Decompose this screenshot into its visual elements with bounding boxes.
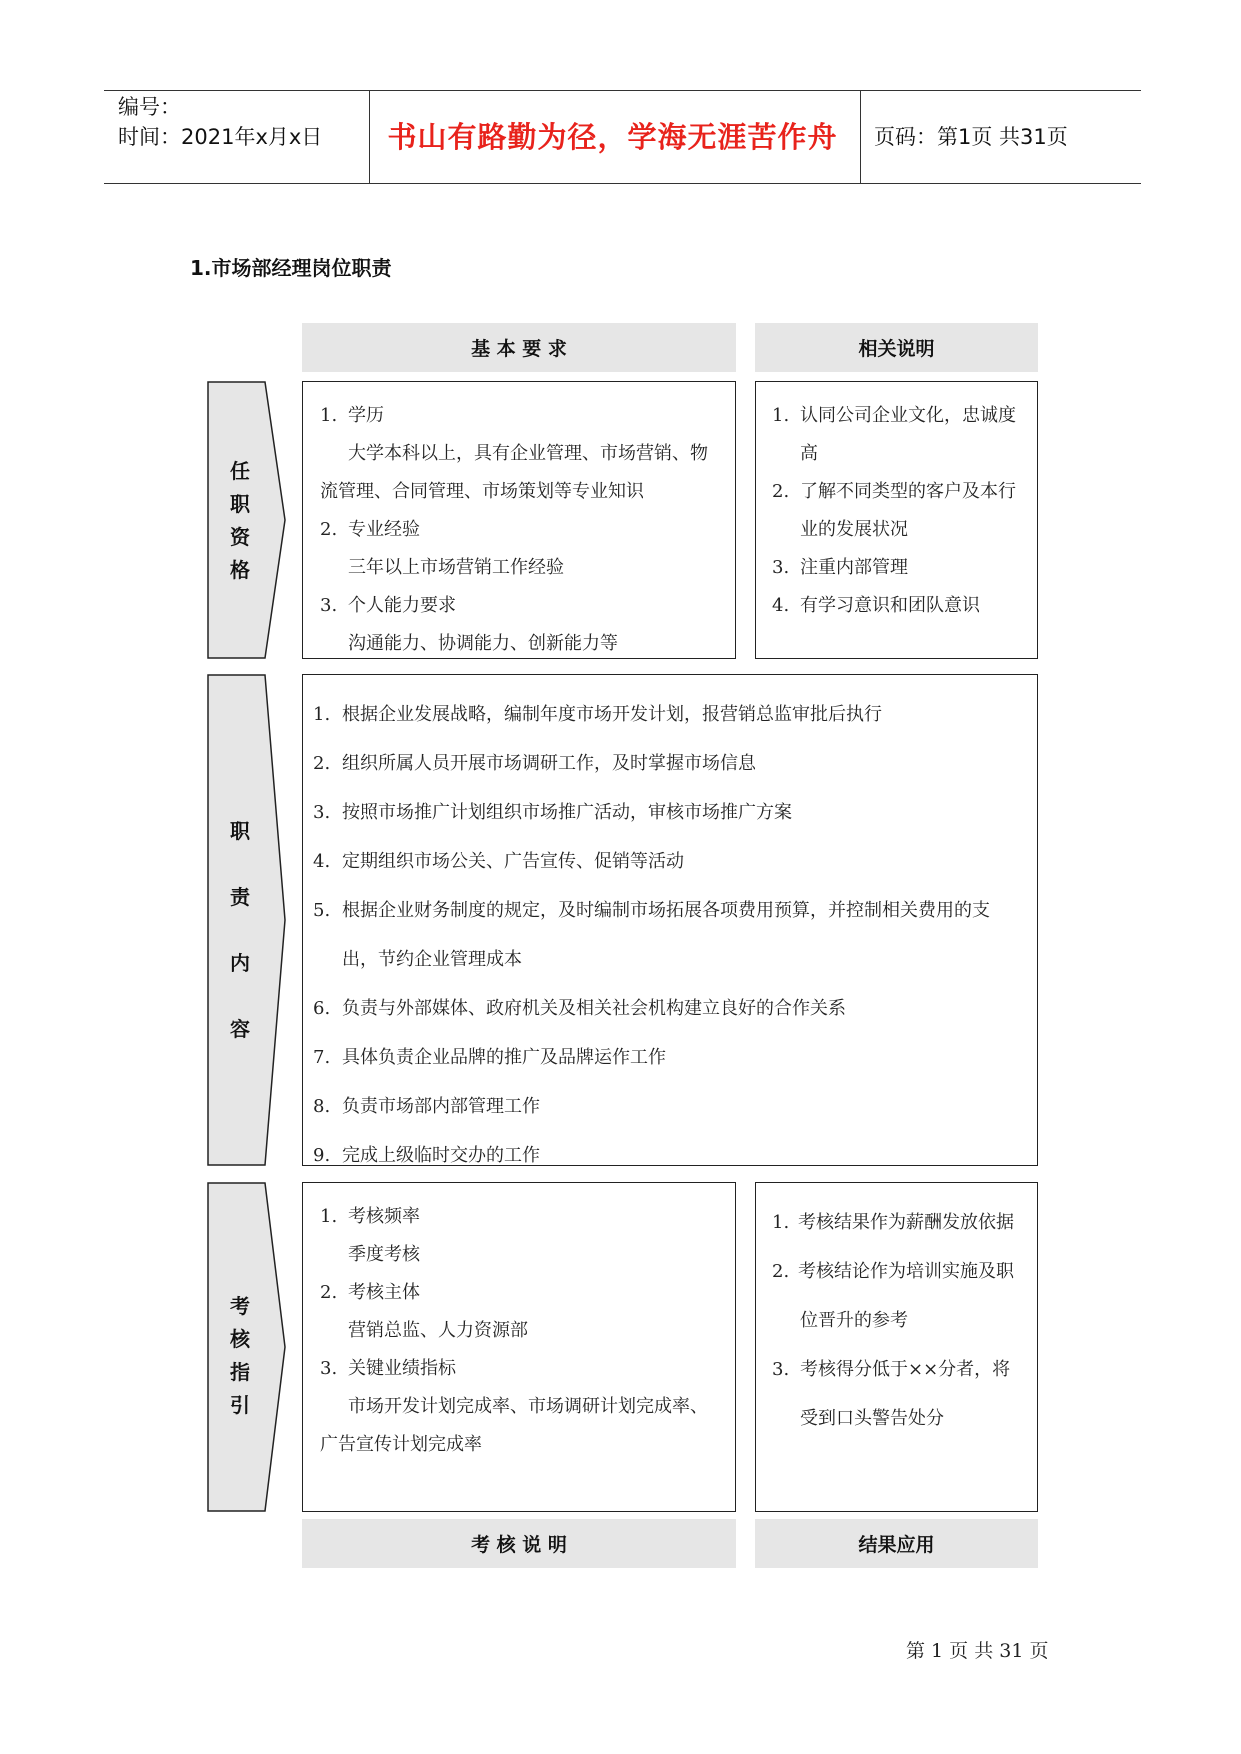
list-item-detail-text: 三年以上市场营销工作经验 <box>348 557 564 578</box>
list-number: 8. <box>313 1096 331 1117</box>
list-number: 1. <box>313 704 331 725</box>
column-header-related-notes <box>755 323 1038 372</box>
qualification-notes-box <box>755 381 1038 659</box>
list-item-text: 根据企业发展战略，编制年度市场开发计划，报营销总监审批后执行 <box>342 704 882 725</box>
list-item <box>313 1131 1029 1180</box>
list-item-continuation <box>772 1296 1034 1345</box>
list-number: 7. <box>313 1047 331 1068</box>
list-number: 2. <box>320 519 338 540</box>
doc-number-label: 编号： <box>118 95 181 119</box>
list-item <box>317 587 727 625</box>
list-item-detail <box>317 549 727 587</box>
list-number: 3. <box>772 557 790 578</box>
list-item <box>313 1082 1029 1131</box>
list-number: 2. <box>772 1261 790 1282</box>
list-item <box>313 984 1029 1033</box>
side-label-char: 资 <box>230 525 250 549</box>
list-item-text: 受到口头警告处分 <box>800 1408 944 1429</box>
header-top-rule <box>104 90 1141 91</box>
side-label-char: 任 <box>230 459 250 483</box>
list-item-detail-text: 沟通能力、协调能力、创新能力等 <box>348 633 618 654</box>
column-header-basic-requirements <box>302 323 736 372</box>
list-item-text: 注重内部管理 <box>800 557 908 578</box>
list-item-detail <box>317 625 727 663</box>
side-label-char: 容 <box>230 1017 250 1041</box>
side-label-char: 核 <box>230 1327 250 1351</box>
list-item <box>317 397 727 435</box>
list-item-text: 定期组织市场公关、广告宣传、促销等活动 <box>342 851 684 872</box>
doc-date: 时间：2021年x月x日 <box>118 125 323 149</box>
list-item-detail-text: 营销总监、人力资源部 <box>348 1320 528 1341</box>
list-item-continuation <box>772 511 1032 549</box>
list-number: 1. <box>320 405 338 426</box>
list-item-text: 完成上级临时交办的工作 <box>342 1145 540 1166</box>
side-label-char: 职 <box>230 492 250 516</box>
list-item-text: 有学习意识和团队意识 <box>800 595 980 616</box>
column-footer-result-application-label: 结果应用 <box>858 1534 935 1556</box>
list-item-detail-text: 大学本科以上，具有企业管理、市场营销、物 <box>348 443 708 464</box>
side-label-assessment <box>207 1182 291 1512</box>
list-item-title: 个人能力要求 <box>348 595 456 616</box>
column-footer-result-application <box>755 1519 1038 1568</box>
column-footer-assessment-notes <box>302 1519 736 1568</box>
list-item-text: 根据企业财务制度的规定，及时编制市场拓展各项费用预算，并控制相关费用的支 <box>342 900 990 921</box>
list-number: 2. <box>313 753 331 774</box>
list-number: 1. <box>320 1206 338 1227</box>
column-header-related-notes-label: 相关说明 <box>858 338 935 360</box>
list-item-detail <box>317 1388 727 1426</box>
list-item-text: 按照市场推广计划组织市场推广活动，审核市场推广方案 <box>342 802 792 823</box>
list-item <box>317 1350 727 1388</box>
list-item-text: 考核结果作为薪酬发放依据 <box>798 1212 1014 1233</box>
column-footer-assessment-notes-label: 考 核 说 明 <box>471 1534 567 1556</box>
list-item-text: 具体负责企业品牌的推广及品牌运作工作 <box>342 1047 666 1068</box>
list-item-text: 考核得分低于××分者，将 <box>800 1359 1011 1380</box>
list-item-text: 组织所属人员开展市场调研工作，及时掌握市场信息 <box>342 753 756 774</box>
side-label-qualification <box>207 381 291 659</box>
list-number: 1. <box>772 1212 790 1233</box>
list-item-continuation <box>313 935 1029 984</box>
list-item-detail-text: 流管理、合同管理、市场策划等专业知识 <box>320 481 644 502</box>
list-number: 2. <box>320 1282 338 1303</box>
list-item-text: 考核结论作为培训实施及职 <box>798 1261 1014 1282</box>
list-item <box>313 837 1029 886</box>
list-item <box>313 788 1029 837</box>
assessment-notes-box <box>302 1182 736 1512</box>
side-label-char: 引 <box>230 1393 250 1417</box>
list-item-title: 专业经验 <box>348 519 420 540</box>
list-item-detail <box>317 1426 727 1464</box>
list-item-title: 学历 <box>348 405 384 426</box>
side-label-char: 责 <box>230 885 250 909</box>
list-number: 3. <box>320 595 338 616</box>
list-item-detail <box>317 1312 727 1350</box>
list-number: 1. <box>772 405 790 426</box>
list-number: 6. <box>313 998 331 1019</box>
list-item-continuation <box>772 1394 1034 1443</box>
list-item-detail <box>317 435 727 473</box>
list-item <box>772 1247 1034 1296</box>
list-item-text: 高 <box>800 443 818 464</box>
list-item <box>772 1345 1034 1394</box>
list-item <box>313 690 1029 739</box>
list-item <box>772 473 1032 511</box>
header-divider-right <box>860 91 861 184</box>
qualification-requirements-box <box>302 381 736 659</box>
list-item <box>317 1198 727 1236</box>
list-item-detail-text: 市场开发计划完成率、市场调研计划完成率、 <box>348 1396 708 1417</box>
list-item-text: 认同公司企业文化，忠诚度 <box>800 405 1016 426</box>
side-label-char: 职 <box>230 819 250 843</box>
header-bottom-rule <box>104 183 1141 184</box>
list-item-detail-text: 广告宣传计划完成率 <box>320 1434 482 1455</box>
list-item-title: 考核主体 <box>348 1282 420 1303</box>
list-item-text: 出，节约企业管理成本 <box>342 949 522 970</box>
side-label-char: 内 <box>230 951 250 975</box>
page-footer: 第 1 页 共 31 页 <box>906 1640 1049 1662</box>
header-meta <box>118 92 322 152</box>
result-application-box <box>755 1182 1038 1512</box>
side-label-char: 指 <box>230 1360 250 1384</box>
list-number: 4. <box>772 595 790 616</box>
list-item <box>772 1198 1034 1247</box>
side-label-char: 考 <box>230 1294 250 1318</box>
list-item-text: 负责市场部内部管理工作 <box>342 1096 540 1117</box>
list-item-text: 业的发展状况 <box>800 519 908 540</box>
list-item <box>313 739 1029 788</box>
list-item <box>313 1033 1029 1082</box>
list-item <box>317 1274 727 1312</box>
list-item-detail-text: 季度考核 <box>348 1244 420 1265</box>
list-number: 9. <box>313 1145 331 1166</box>
list-item <box>772 549 1032 587</box>
list-item <box>772 587 1032 625</box>
list-item <box>313 886 1029 935</box>
side-label-char: 格 <box>230 558 250 582</box>
list-number: 3. <box>320 1358 338 1379</box>
list-item-text: 了解不同类型的客户及本行 <box>800 481 1016 502</box>
list-item <box>317 511 727 549</box>
list-item-text: 负责与外部媒体、政府机关及相关社会机构建立良好的合作关系 <box>342 998 846 1019</box>
list-item-title: 关键业绩指标 <box>348 1358 456 1379</box>
column-header-basic-requirements-label: 基 本 要 求 <box>471 338 567 360</box>
side-label-duties <box>207 674 291 1166</box>
section-title: 1.市场部经理岗位职责 <box>190 256 392 280</box>
list-item-continuation <box>772 435 1032 473</box>
list-item-detail <box>317 473 727 511</box>
list-item-detail <box>317 1236 727 1274</box>
list-number: 5. <box>313 900 331 921</box>
list-number: 4. <box>313 851 331 872</box>
list-number: 3. <box>313 802 331 823</box>
header-motto: 书山有路勤为径，学海无涯苦作舟 <box>387 120 838 154</box>
header-page-info: 页码：第1页 共31页 <box>874 125 1068 149</box>
list-item-text: 位晋升的参考 <box>800 1310 908 1331</box>
list-number: 2. <box>772 481 790 502</box>
list-number: 3. <box>772 1359 790 1380</box>
list-item <box>772 397 1032 435</box>
list-item-title: 考核频率 <box>348 1206 420 1227</box>
duties-box <box>302 674 1038 1166</box>
